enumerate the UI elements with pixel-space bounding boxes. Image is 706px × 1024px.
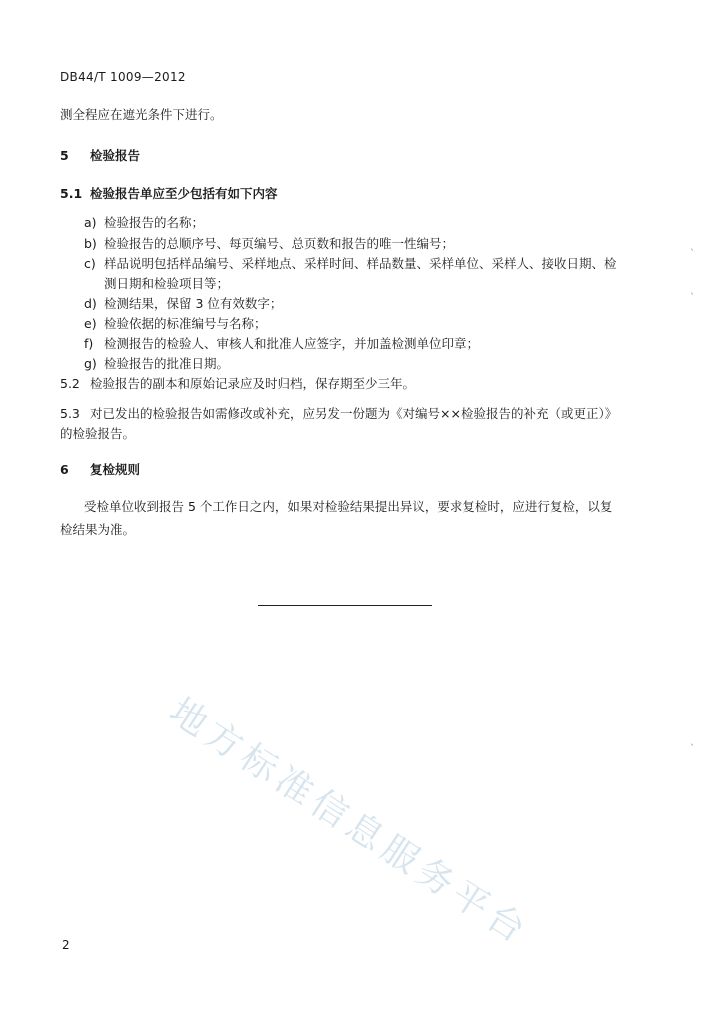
- clause-5-1-text: 检验报告单应至少包括有如下内容: [90, 186, 278, 201]
- section-5-heading: [60, 146, 140, 165]
- clause-5-3-line-2: 的检验报告。: [60, 426, 136, 441]
- list-item-continuation: [84, 274, 229, 292]
- list-item: [84, 213, 204, 231]
- clause-5-3-number: 5.3: [60, 406, 80, 421]
- list-item-label: g): [84, 356, 97, 371]
- list-item-label: b): [84, 236, 97, 251]
- section-5-title: 检验报告: [90, 148, 141, 163]
- list-item: [84, 334, 479, 352]
- list-item-text: 检测报告的检验人、审核人和批准人应签字，并加盖检测单位印章；: [104, 336, 480, 351]
- list-item-text: 检验报告的总顺序号、每页编号、总页数和报告的唯一性编号；: [104, 236, 455, 251]
- clause-5-2-number: 5.2: [60, 376, 80, 391]
- list-item: [84, 254, 617, 272]
- list-item: [84, 234, 454, 252]
- section-6-title: 复检规则: [90, 462, 141, 477]
- clause-5-3: [60, 404, 617, 423]
- section-6-number: 6: [60, 462, 69, 477]
- watermark: 地方标准信息服务平台: [162, 690, 537, 954]
- page-number: 2: [62, 938, 70, 952]
- list-item: [84, 354, 229, 372]
- section-5-number: 5: [60, 148, 69, 163]
- end-rule: [258, 605, 432, 606]
- list-item-text: 检验报告的名称；: [104, 215, 205, 230]
- section-6-paragraph-line-2: 检结果为准。: [60, 522, 136, 537]
- list-item-text: 检验报告的批准日期。: [104, 356, 230, 371]
- list-item: [84, 314, 267, 332]
- list-item-text: 样品说明包括样品编号、采样地点、采样时间、样品数量、采样单位、采样人、接收日期、检: [104, 256, 617, 271]
- scan-artifact: ˎ: [690, 284, 695, 295]
- continuation-text: 测全程应在遮光条件下进行。: [60, 107, 223, 122]
- clause-5-3-line-1: 对已发出的检验报告如需修改或补充，应另发一份题为《对编号××检验报告的补充（或更正）》: [90, 406, 618, 421]
- list-item-label: a): [84, 215, 97, 230]
- clause-5-1-number: 5.1: [60, 186, 83, 201]
- list-item-label: c): [84, 256, 96, 271]
- section-6-heading: [60, 460, 140, 479]
- list-item-label: d): [84, 296, 97, 311]
- list-item-text: 测日期和检验项目等；: [104, 276, 230, 291]
- scan-artifact: ˎ: [690, 240, 695, 251]
- list-item-text: 检验依据的标准编号与名称；: [104, 316, 267, 331]
- clause-5-2: [60, 374, 415, 393]
- clause-5-1: [60, 184, 278, 203]
- standard-code: DB44/T 1009—2012: [60, 70, 186, 84]
- clause-5-2-text: 检验报告的副本和原始记录应及时归档，保存期至少三年。: [90, 376, 416, 391]
- scan-artifact: ˎ: [690, 735, 695, 746]
- list-item: [84, 294, 282, 312]
- list-item-label: f): [84, 336, 94, 351]
- section-6-paragraph-line-1: 受检单位收到报告 5 个工作日之内，如果对检验结果提出异议，要求复检时，应进行复检，以复: [84, 499, 613, 514]
- list-item-label: e): [84, 316, 97, 331]
- list-item-text: 检测结果，保留 3 位有效数字；: [104, 296, 283, 311]
